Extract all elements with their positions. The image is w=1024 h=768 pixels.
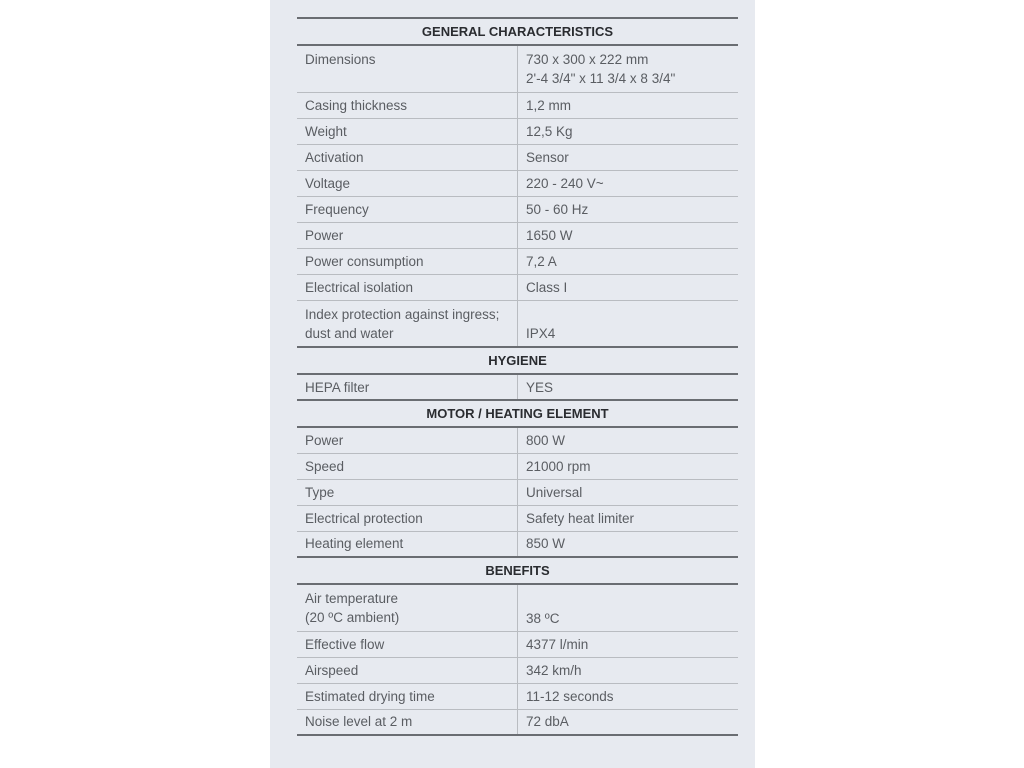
label-line: Voltage: [305, 175, 351, 191]
spec-value: [518, 657, 739, 683]
spec-label: [297, 505, 518, 531]
spec-label: [297, 92, 518, 118]
table-row: [297, 144, 738, 170]
label-line: (20 ºC ambient): [305, 610, 400, 625]
spec-value: [518, 427, 739, 453]
label-line: HEPA filter: [305, 379, 370, 395]
value-line: 72 dbA: [526, 714, 569, 730]
spec-label: [297, 479, 518, 505]
spec-value: [518, 531, 739, 557]
value-line: 342 km/h: [526, 662, 582, 678]
value-line: 38 ºC: [526, 610, 560, 626]
table-row: [297, 427, 738, 453]
table-row: [297, 631, 738, 657]
spec-label: [297, 709, 518, 735]
value-line: 7,2 A: [526, 253, 557, 269]
label-line: Effective flow: [305, 636, 385, 652]
table-row: [297, 45, 738, 92]
spec-label: [297, 300, 518, 347]
label-line: Heating element: [305, 536, 404, 552]
value-line: 730 x 300 x 222 mm: [526, 52, 649, 67]
value-line: 4377 l/min: [526, 636, 589, 652]
spec-value: [518, 505, 739, 531]
label-line: Index protection against ingress;: [305, 306, 500, 322]
spec-value: [518, 683, 739, 709]
table-row: [297, 505, 738, 531]
label-line: Power: [305, 432, 344, 448]
spec-label: [297, 584, 518, 631]
spec-label: [297, 427, 518, 453]
value-line: 800 W: [526, 432, 566, 448]
spec-value: [518, 144, 739, 170]
spec-label: [297, 631, 518, 657]
table-row: [297, 479, 738, 505]
spec-label: [297, 170, 518, 196]
value-line: Safety heat limiter: [526, 510, 635, 526]
value-line: 850 W: [526, 536, 566, 552]
spec-value: [518, 92, 739, 118]
value-line: 220 - 240 V~: [526, 175, 604, 191]
section-header: [297, 347, 738, 374]
value-line: Class I: [526, 279, 568, 295]
spec-table: [297, 17, 738, 736]
spec-value: [518, 118, 739, 144]
spec-label: [297, 453, 518, 479]
value-line: 50 - 60 Hz: [526, 201, 589, 217]
value-line: IPX4: [526, 326, 556, 341]
spec-label: [297, 222, 518, 248]
spec-value: [518, 222, 739, 248]
spec-value: [518, 170, 739, 196]
section-title: GENERAL CHARACTERISTICS: [297, 18, 738, 45]
spec-label: [297, 45, 518, 92]
table-row: [297, 709, 738, 735]
label-line: Dimensions: [305, 52, 376, 67]
table-row: [297, 683, 738, 709]
table-row: [297, 374, 738, 400]
value-line: 12,5 Kg: [526, 123, 573, 139]
value-line: 11-12 seconds: [526, 688, 614, 704]
table-row: [297, 584, 738, 631]
spec-value: [518, 300, 739, 347]
label-line: Noise level at 2 m: [305, 714, 413, 730]
section-title: BENEFITS: [297, 557, 738, 584]
table-row: [297, 92, 738, 118]
table-row: [297, 222, 738, 248]
spec-label: [297, 248, 518, 274]
spec-label: [297, 274, 518, 300]
table-row: [297, 196, 738, 222]
label-line: dust and water: [305, 325, 394, 341]
label-line: Airspeed: [305, 662, 359, 678]
label-line: Air temperature: [305, 591, 399, 606]
value-line: YES: [526, 379, 554, 395]
label-line: Type: [305, 484, 335, 500]
table-row: [297, 531, 738, 557]
spec-value: [518, 248, 739, 274]
label-line: Activation: [305, 149, 364, 165]
spec-value: [518, 584, 739, 631]
label-line: Frequency: [305, 201, 369, 217]
section-header: [297, 400, 738, 427]
table-row: [297, 300, 738, 347]
label-line: Power consumption: [305, 253, 424, 269]
value-line: 1,2 mm: [526, 97, 572, 113]
spec-value: [518, 479, 739, 505]
spec-value: [518, 453, 739, 479]
label-line: Weight: [305, 123, 347, 139]
spec-label: [297, 196, 518, 222]
table-row: [297, 170, 738, 196]
label-line: Electrical isolation: [305, 279, 414, 295]
spec-label: [297, 531, 518, 557]
spec-value: [518, 274, 739, 300]
label-line: Casing thickness: [305, 97, 408, 113]
spec-label: [297, 683, 518, 709]
section-title: HYGIENE: [297, 347, 738, 374]
spec-label: [297, 374, 518, 400]
value-line: Sensor: [526, 149, 569, 165]
label-line: Electrical protection: [305, 510, 423, 526]
spec-value: [518, 45, 739, 92]
section-header: [297, 557, 738, 584]
table-row: [297, 657, 738, 683]
spec-label: [297, 144, 518, 170]
spec-label: [297, 657, 518, 683]
section-title: MOTOR / HEATING ELEMENT: [297, 400, 738, 427]
spec-value: [518, 374, 739, 400]
spec-panel: [270, 0, 755, 768]
spec-value: [518, 196, 739, 222]
value-line: 2'-4 3/4" x 11 3/4 x 8 3/4": [526, 71, 676, 86]
label-line: Speed: [305, 458, 345, 474]
spec-value: [518, 631, 739, 657]
spec-label: [297, 118, 518, 144]
label-line: Power: [305, 227, 344, 243]
value-line: 21000 rpm: [526, 458, 591, 474]
table-row: [297, 453, 738, 479]
table-row: [297, 118, 738, 144]
spec-value: [518, 709, 739, 735]
value-line: Universal: [526, 484, 583, 500]
section-header: [297, 18, 738, 45]
table-row: [297, 248, 738, 274]
label-line: Estimated drying time: [305, 688, 435, 704]
value-line: 1650 W: [526, 227, 573, 243]
table-row: [297, 274, 738, 300]
